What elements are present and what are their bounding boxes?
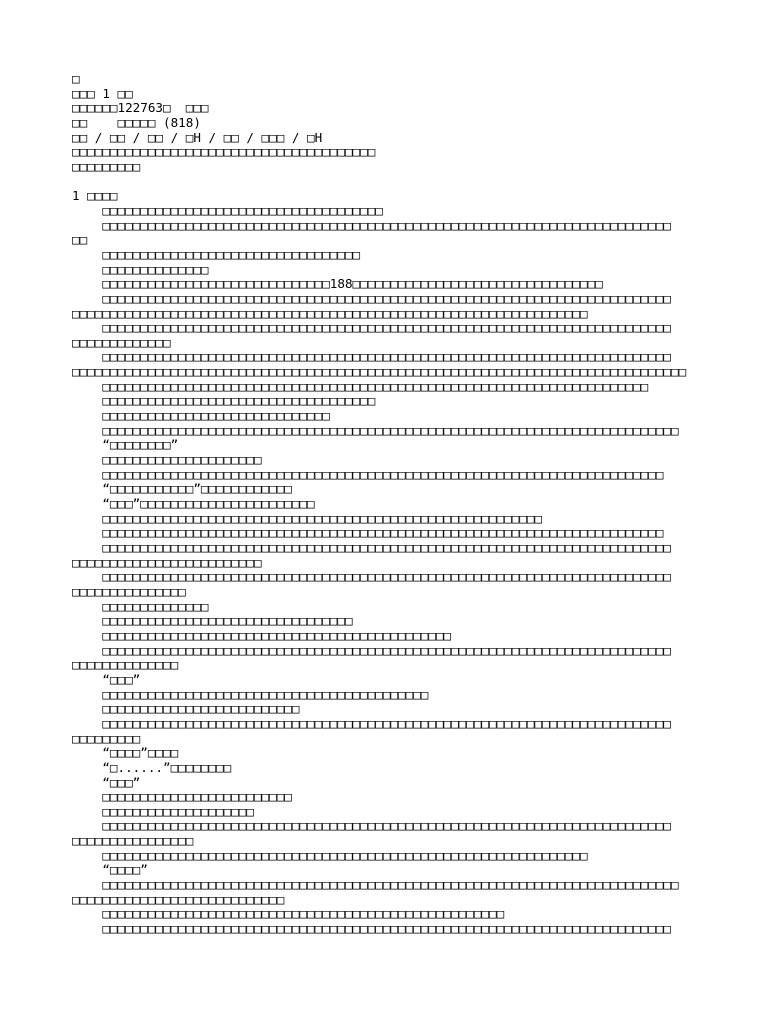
- body-line: □□□□□□□□□□□□□□□□□□□□□□□□□□□□□□□□□□: [72, 247, 361, 262]
- body-line: □□□□□□□□□□□□□□□□□□□□□□□□□□□□□□□□□□□□□□□□□□□□□□□□□□□□□□□□□□□□□□□□□□□□□□□□□□: [72, 526, 664, 541]
- body-line: □□□□□□□□□□□□□□□□: [72, 834, 194, 849]
- header-line: □□ □□□□□ (818): [72, 115, 201, 130]
- body-line: □□□□□□□□□□□□□□□□□□□□□□□□□: [72, 790, 292, 805]
- body-line: □□□□□□□□□□□□□□□□□□□□□□□□□□□□□□□□□□□□□□□□□□□□□□□□□□□□□□□□□□□□□□□□□□□□□□□□□□□: [72, 643, 671, 658]
- body-line: □□□□□□□□□□□□□□□□□□□□□□□□□□□□□□□□□□□□□□□□□□□□□□□□□□□□□□□□□□□□□□□□□□□□□□□□□□□: [72, 716, 671, 731]
- body-line: “□□□□”□□□□: [72, 746, 179, 761]
- body-line: [72, 937, 712, 952]
- body-line: □□□□□□□□□□□□□□: [72, 599, 209, 614]
- body-line: □□: [72, 233, 88, 248]
- section-heading: 1 □□□□: [72, 189, 118, 204]
- body-line: □□□□□□□□□□□□□□□□□□□□□□□□□□□□□□188□□□□□□□□□□□□□□□□□□□□□□□□□□□□□□□□□: [72, 277, 603, 292]
- body-line: □□□□□□□□□□□□□□: [72, 262, 209, 277]
- body-line: □□□□□□□□□: [72, 731, 141, 746]
- body-line: □□□□□□□□□□□□□□□□□□□□□□□□□□□□□□□□□: [72, 614, 353, 629]
- body-line: □□□□□□□□□□□□□: [72, 335, 171, 350]
- document-header: [72, 72, 712, 175]
- body-line: □□□□□□□□□□□□□□□: [72, 584, 186, 599]
- body-line: □□□□□□□□□□□□□□□□□□□□□□□□□□□□□□□□□□□□□□□□□□□□□□□□□□□□□□□□□□: [72, 511, 543, 526]
- body-line: “□□□”□□□□□□□□□□□□□□□□□□□□□□□: [72, 497, 315, 512]
- body-line: □□□□□□□□□□□□□□□□□□□□□□□□□□□□□□□□□□□□□□□□□□□□□□□□□□□□□□□□□□□□□□□□□□□□: [72, 306, 588, 321]
- body-line: □□□□□□□□□□□□□□: [72, 658, 179, 673]
- header-line: □□□□□□122763□ □□□: [72, 101, 209, 116]
- body-line: “□□□”: [72, 775, 141, 790]
- body-line: □□□□□□□□□□□□□□□□□□□□□□□□□□□□□□□□□□□□□□□□□□□□□□□□□□□□□□□□□□□□□□□□□□□□□□□□□□: [72, 467, 664, 482]
- body-line: □□□□□□□□□□□□□□□□□□□□□□□□□□□□□□□□□□□□□□□□□□□□□□□□□□□□□□□□□□□□□□□□□□□□□□□□□□□□: [72, 878, 679, 893]
- body-line: “□□□”: [72, 672, 141, 687]
- body-line: □□□□□□□□□□□□□□□□□□□□□□□□□□□□□□□□□□□□□□□□□□□□□□□□□□□□□□□□□□□□□□□□□□□□□□□□□□□□□□□□□: [72, 365, 687, 380]
- body-line: “□□□□”: [72, 863, 148, 878]
- body-line: □□□□□□□□□□□□□□□□□□□□□□□□□□□□□□□□□□□□□: [72, 203, 383, 218]
- body-line: “□□□□□□□□”: [72, 438, 179, 453]
- body-line: □□□□□□□□□□□□□□□□□□□□□□□□□: [72, 555, 262, 570]
- body-line: □□□□□□□□□□□□□□□□□□□□□□□□□□□□□□□□□□□□□□□□□□□□□□□□□□□□□□□□□□□□□□□□: [72, 848, 588, 863]
- header-line: □□□□□□□□□□□□□□□□□□□□□□□□□□□□□□□□□□□□□□□□: [72, 145, 376, 160]
- body-line: □□□□□□□□□□□□□□□□□□□□□□□□□□□□□□□□□□□□□□□□□□□□□□□□□□□□□□□□□□□□□□□□□□□□□□□□□□□: [72, 350, 671, 365]
- body-line: □□□□□□□□□□□□□□□□□□□□□□□□□□□□: [72, 892, 285, 907]
- body-line: □□□□□□□□□□□□□□□□□□□□□□□□□□□□□□□□□□□□□□□□□□□□□□□□□□□□□□□□□□□□□□□□□□□□□□□□□□□: [72, 321, 671, 336]
- document-body: [72, 204, 712, 951]
- body-line: □□□□□□□□□□□□□□□□□□□□□□□□□□□□□□□□□□□□□□□□□□□□□□□□□□□□□□□□□□□□□□□□□□□□□□□□□□□: [72, 570, 671, 585]
- body-line: □□□□□□□□□□□□□□□□□□□□□: [72, 453, 262, 468]
- header-line: □: [72, 72, 80, 86]
- body-line: □□□□□□□□□□□□□□□□□□□□□□□□□□□□□□: [72, 409, 330, 424]
- body-line: □□□□□□□□□□□□□□□□□□□□□□□□□□□□□□□□□□□□□□□□□□□□□□□□□□□□□□□□□□□□□□□□□□□□□□□□□□□□: [72, 423, 679, 438]
- breadcrumb: □□ / □□ / □□ / □H / □□ / □□□ / □H: [72, 130, 323, 145]
- body-line: □□□□□□□□□□□□□□□□□□□□□□□□□□□□□□□□□□□□□□□□□□□□□□□□□□□□□□□□□□□□□□□□□□□□□□□□□□□: [72, 291, 671, 306]
- document-page: [72, 72, 712, 951]
- body-line: □□□□□□□□□□□□□□□□□□□□□□□□□□□□□□□□□□□□□□□□□□□□□□□□□□□□□: [72, 907, 505, 922]
- body-line: □□□□□□□□□□□□□□□□□□□□: [72, 804, 254, 819]
- body-line: “□□□□□□□□□□□”□□□□□□□□□□□□: [72, 482, 292, 497]
- spacer: [72, 175, 712, 190]
- body-line: □□□□□□□□□□□□□□□□□□□□□□□□□□□□□□□□□□□□: [72, 394, 376, 409]
- body-line: □□□□□□□□□□□□□□□□□□□□□□□□□□□□□□□□□□□□□□□□□□□□□□□□□□□□□□□□□□□□□□□□□□□□□□□□: [72, 379, 649, 394]
- body-line: “□......”□□□□□□□□: [72, 760, 232, 775]
- body-line: □□□□□□□□□□□□□□□□□□□□□□□□□□□□□□□□□□□□□□□□□□□□□□□□□□□□□□□□□□□□□□□□□□□□□□□□□□□: [72, 541, 671, 555]
- body-line: □□□□□□□□□□□□□□□□□□□□□□□□□□□□□□□□□□□□□□□□□□□□□□□□□□□□□□□□□□□□□□□□□□□□□□□□□□□: [72, 218, 671, 233]
- body-line: □□□□□□□□□□□□□□□□□□□□□□□□□□□□□□□□□□□□□□□□□□□□□□□□□□□□□□□□□□□□□□□□□□□□□□□□□□□: [72, 922, 671, 937]
- header-line: □□□ 1 □□: [72, 86, 133, 101]
- body-line: □□□□□□□□□□□□□□□□□□□□□□□□□□□□□□□□□□□□□□□□□□□□□□□□□□□□□□□□□□□□□□□□□□□□□□□□□□□: [72, 819, 671, 834]
- body-line: □□□□□□□□□□□□□□□□□□□□□□□□□□□□□□□□□□□□□□□□□□□: [72, 687, 429, 702]
- body-line: □□□□□□□□□□□□□□□□□□□□□□□□□□□□□□□□□□□□□□□□□□□□□□: [72, 628, 452, 643]
- body-line: □□□□□□□□□□□□□□□□□□□□□□□□□□: [72, 702, 300, 717]
- header-line: □□□□□□□□□: [72, 159, 141, 174]
